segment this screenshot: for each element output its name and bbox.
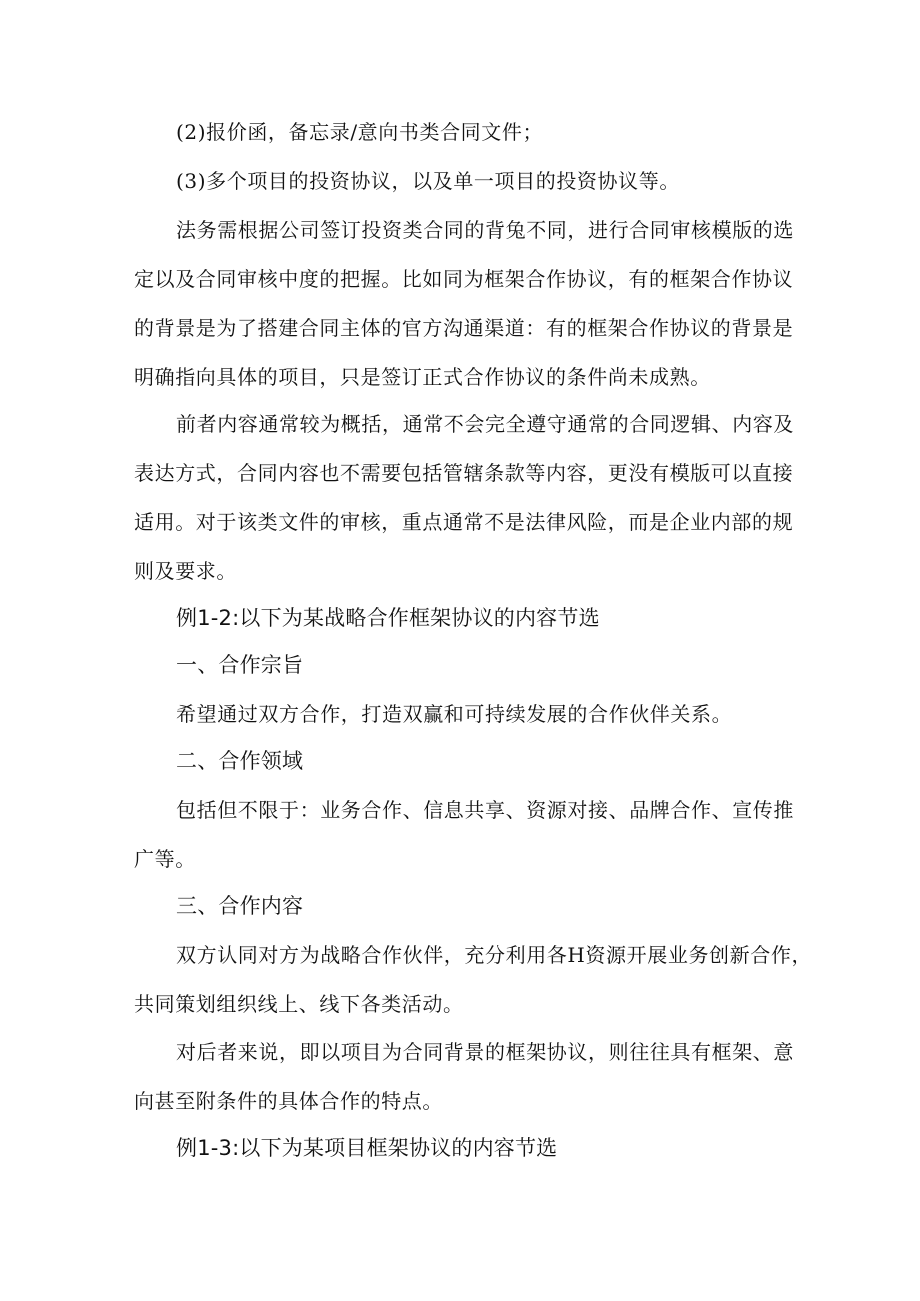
paragraph-2-line-2: 表达方式，合同内容也不需要包括管辖条款等内容，更没有模版可以直接: [134, 461, 794, 485]
section-2-heading: 二、合作领域: [176, 749, 304, 773]
paragraph-2-line-4: 则及要求。: [134, 559, 237, 583]
example-1-3-title: 例1-3:以下为某项目框架协议的内容节选: [176, 1136, 558, 1160]
paragraph-1-line-3: 的背景是为了搭建合同主体的官方沟通渠道：有的框架合作协议的背景是: [134, 316, 794, 340]
list-item-3: (3)多个项目的投资协议，以及单一项目的投资协议等。: [176, 169, 680, 193]
section-2-text-line-1: 包括但不限于：业务合作、信息共享、资源对接、品牌合作、宣传推: [176, 798, 794, 822]
section-1-heading: 一、合作宗旨: [176, 653, 304, 677]
example-1-2-title: 例1-2:以下为某战略合作框架协议的内容节选: [176, 606, 600, 630]
paragraph-2-line-3: 适用。对于该类文件的审核，重点通常不是法律风险，而是企业内部的规: [134, 510, 794, 534]
section-3-heading: 三、合作内容: [176, 894, 304, 918]
paragraph-3-line-2: 向甚至附条件的具体合作的特点。: [134, 1089, 443, 1113]
paragraph-1-line-1: 法务需根据公司签订投资类合同的背兔不同，进行合同审核模版的选: [176, 218, 794, 242]
paragraph-1-line-4: 明确指向具体的项目，只是签订正式合作协议的条件尚未成熟。: [134, 365, 711, 389]
paragraph-3-line-1: 对后者来说，即以项目为合同背景的框架协议，则往往具有框架、意: [176, 1040, 794, 1064]
paragraph-1-line-2: 定以及合同审核中度的把握。比如同为框架合作协议，有的框架合作协议: [134, 267, 794, 291]
paragraph-2-line-1: 前者内容通常较为概括，通常不会完全遵守通常的合同逻辑、内容及: [176, 412, 794, 436]
list-item-2: (2)报价函，备忘录/意向书类合同文件；: [176, 120, 544, 144]
section-3-text-line-2: 共同策划组织线上、线下各类活动。: [134, 992, 464, 1016]
section-2-text-line-2: 广等。: [134, 847, 196, 871]
section-3-text-line-1: 双方认同对方为战略合作伙伴，充分利用各H资源开展业务创新合作，: [176, 943, 813, 967]
section-1-text: 希望通过双方合作，打造双赢和可持续发展的合作伙伴关系。: [176, 702, 733, 726]
